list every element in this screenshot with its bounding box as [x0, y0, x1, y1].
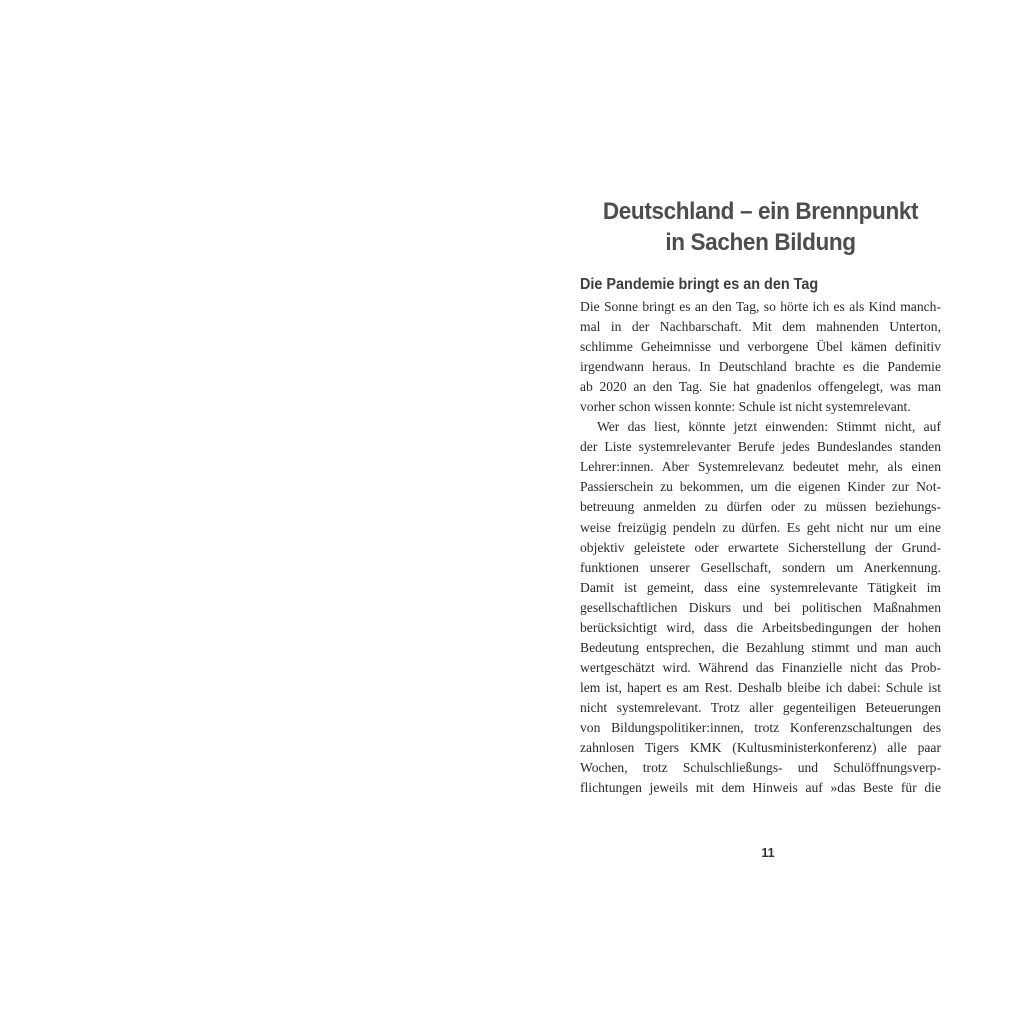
text-line: vorher schon wissen konnte: Schule ist nicht systemrelevant. [580, 399, 911, 415]
text-line: gesellschaftlichen Diskurs und bei politischen Maßnahmen [580, 599, 941, 615]
paragraph [580, 417, 941, 798]
text-line: objektiv geleistete oder erwartete Sicherstellung der Grund- [580, 539, 941, 555]
section-heading: Die Pandemie bringt es an den Tag [580, 276, 819, 293]
text-line: flichtungen jeweils mit dem Hinweis auf »das Beste für die [580, 780, 941, 796]
paragraph [580, 297, 941, 417]
text-column [580, 196, 941, 798]
text-line: nicht systemrelevant. Trotz aller gegenteiligen Beteuerungen [580, 699, 941, 715]
text-line: zahnlosen Tigers KMK (Kultusministerkonferenz) alle paar [580, 740, 941, 756]
body-text [580, 297, 941, 798]
text-line: von Bildungspolitiker:innen, trotz Konferenzschaltungen des [580, 719, 941, 735]
chapter-title-line: in Sachen Bildung [665, 229, 856, 256]
text-line: berücksichtigt wird, dass die Arbeitsbedingungen der hohen [580, 619, 941, 635]
text-line: ab 2020 an den Tag. Sie hat gnadenlos offengelegt, was man [580, 379, 941, 395]
text-line: schlimme Geheimnisse und verborgene Übel kämen definitiv [580, 339, 941, 355]
text-line: Wer das liest, könnte jetzt einwenden: Stimmt nicht, auf [597, 419, 941, 435]
text-line: Passierschein zu bekommen, um die eigenen Kinder zur Not- [580, 479, 941, 495]
text-line: lem ist, hapert es am Rest. Deshalb bleibe ich dabei: Schule ist [580, 679, 941, 695]
page-number: 11 [761, 846, 775, 860]
text-line: irgendwann heraus. In Deutschland brachte es die Pandemie [580, 359, 941, 375]
text-line: wertgeschätzt wird. Während das Finanzielle nicht das Prob- [580, 659, 941, 675]
text-line: Die Sonne bringt es an den Tag, so hörte ich es als Kind manch- [580, 299, 941, 314]
text-line: betreuung anmelden zu dürfen oder zu müssen beziehungs- [580, 499, 941, 515]
chapter-title [594, 196, 926, 258]
text-line: weise freizügig pendeln zu dürfen. Es geht nicht nur um eine [580, 519, 941, 535]
text-line: Lehrer:innen. Aber Systemrelevanz bedeutet mehr, als einen [580, 459, 941, 475]
text-line: funktionen unserer Gesellschaft, sondern um Anerkennung. [580, 559, 941, 575]
text-line: der Liste systemrelevanter Berufe jedes Bundeslandes standen [580, 439, 941, 455]
text-line: Damit ist gemeint, dass eine systemrelevante Tätigkeit im [580, 579, 941, 595]
text-line: Wochen, trotz Schulschließungs- und Schulöffnungsverp- [580, 760, 941, 776]
text-line: Bedeutung entsprechen, die Bezahlung stimmt und man auch [580, 639, 941, 655]
chapter-title-line: Deutschland – ein Brennpunkt [602, 198, 919, 225]
text-line: mal in der Nachbarschaft. Mit dem mahnenden Unterton, [580, 319, 941, 335]
